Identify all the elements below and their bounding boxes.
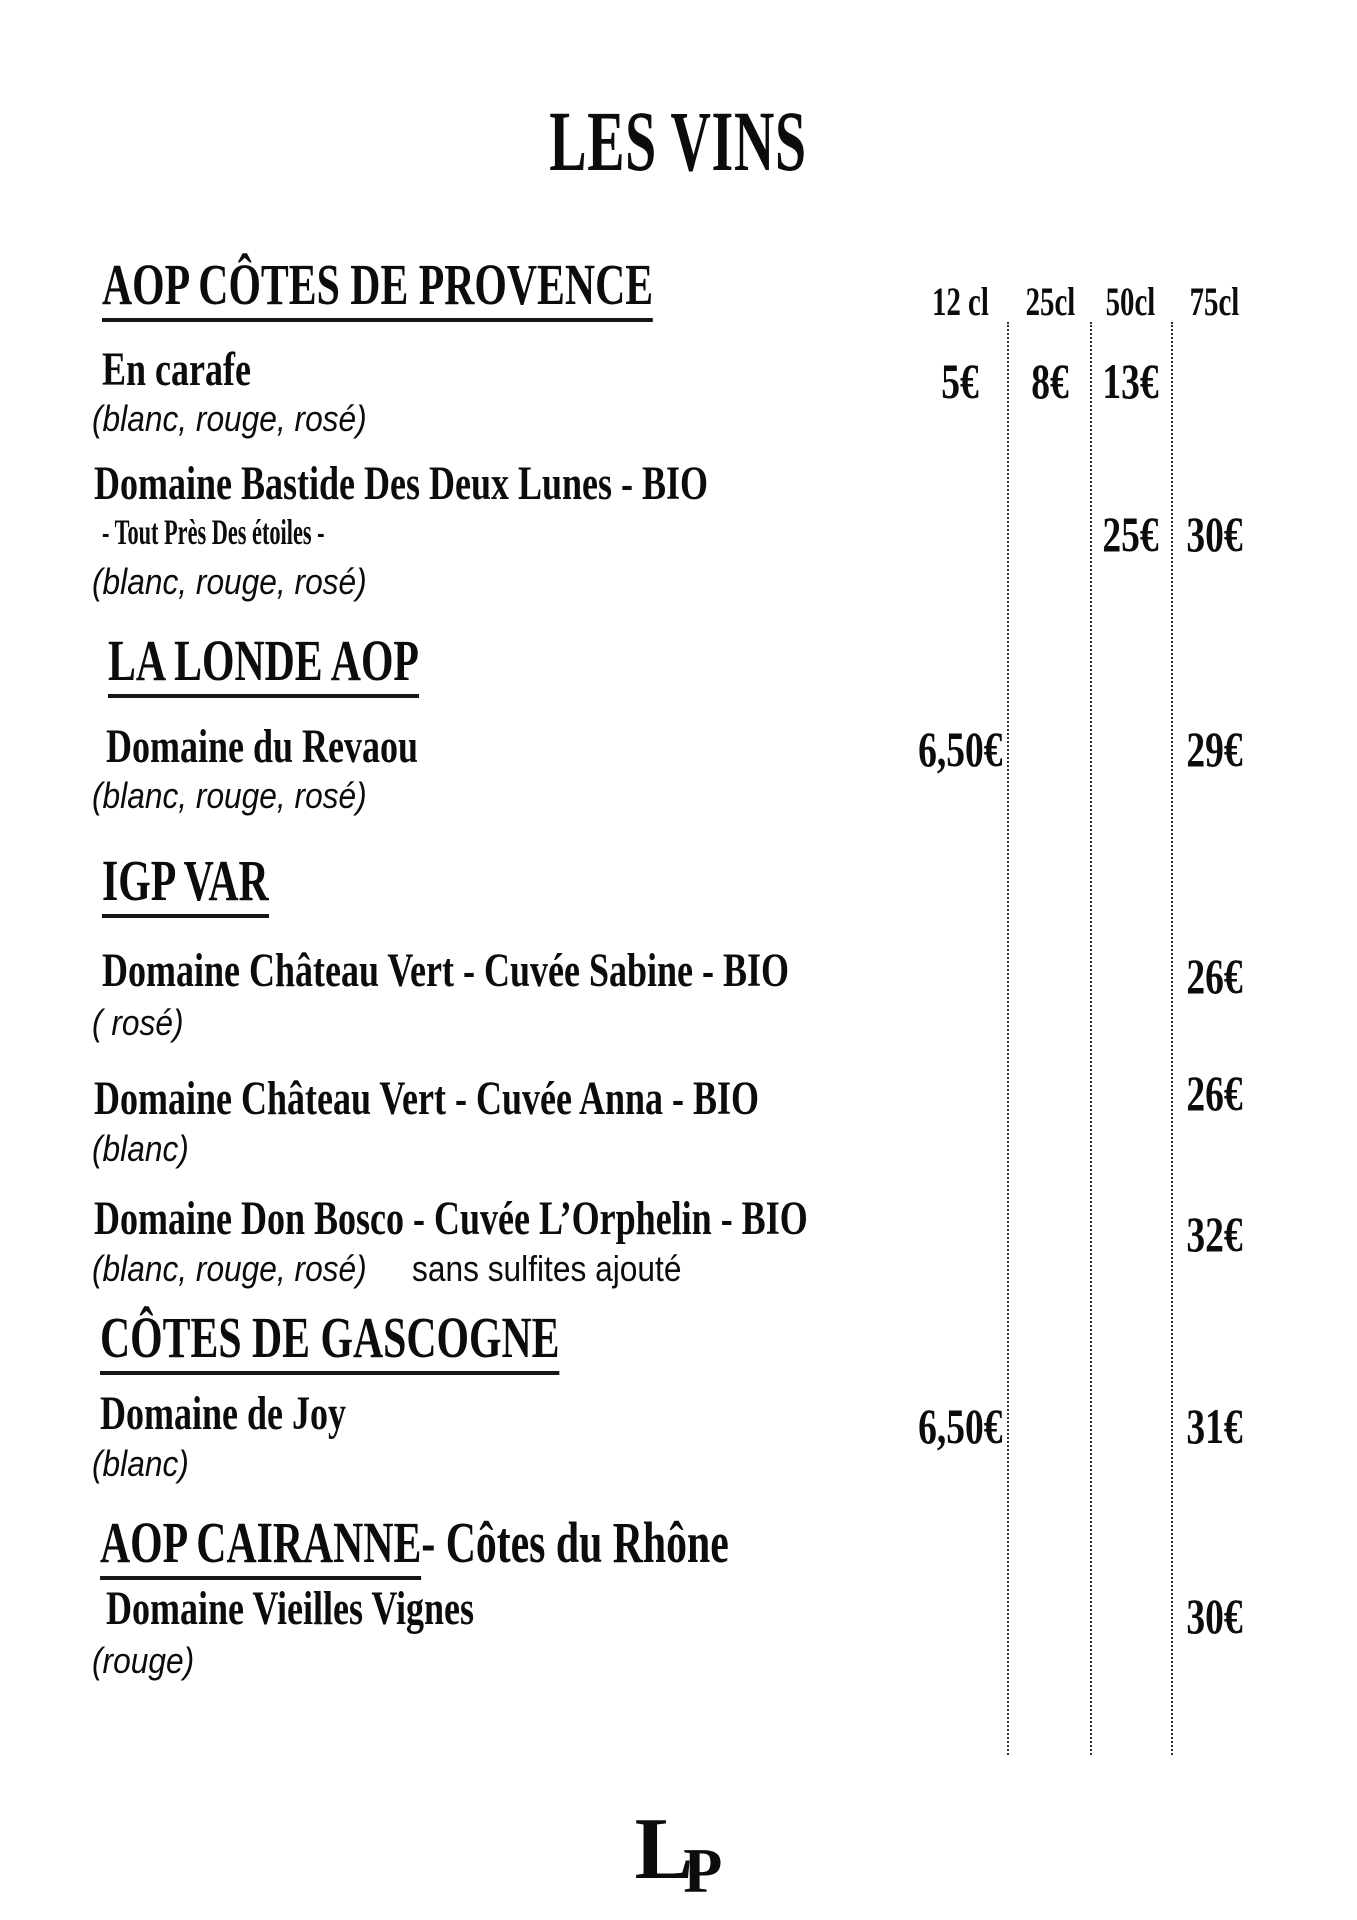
wine-note-sans-sulfites: sans sulfites ajouté — [412, 1248, 682, 1289]
dotted-separator-1 — [1007, 322, 1009, 1755]
wine-name-vieilles-vignes: Domaine Vieilles Vignes — [106, 1582, 475, 1635]
brand-logo-letter-l: L — [634, 1801, 694, 1898]
column-header-50cl: 50cl — [1105, 279, 1155, 324]
wine-variants-don-bosco: (blanc, rouge, rosé) sans sulfites ajouté — [92, 1248, 682, 1289]
wine-name-en-carafe: En carafe — [102, 343, 251, 396]
price-bastide-50cl: 25€ — [1101, 506, 1159, 562]
price-de-joy-12cl: 6,50€ — [917, 1398, 1003, 1454]
brand-logo — [0, 1801, 1357, 1906]
price-sabine-75cl: 26€ — [1185, 948, 1243, 1004]
wine-variants-de-joy: (blanc) — [92, 1443, 189, 1484]
column-header-25cl: 25cl — [1025, 279, 1075, 324]
page-title-text: LES VINS — [549, 93, 808, 189]
wine-name-de-joy: Domaine de Joy — [100, 1387, 346, 1440]
section-heading-cairanne-suffix: - Côtes du Rhône — [421, 1510, 729, 1575]
wine-subtitle-bastide-deux-lunes: - Tout Près Des étoiles - — [102, 512, 325, 552]
price-de-joy-75cl: 31€ — [1185, 1398, 1243, 1454]
price-don-bosco-75cl: 32€ — [1185, 1206, 1243, 1262]
price-en-carafe-50cl: 13€ — [1101, 353, 1159, 409]
column-header-12cl: 12 cl — [931, 279, 989, 324]
section-heading-cairanne: AOP CAIRANNE- Côtes du Rhône — [100, 1514, 973, 1580]
price-bastide-75cl: 30€ — [1185, 506, 1243, 562]
price-revaou-12cl: 6,50€ — [917, 721, 1003, 777]
price-en-carafe-25cl: 8€ — [1031, 353, 1069, 409]
column-header-75cl: 75cl — [1189, 279, 1239, 324]
section-heading-la-londe: LA LONDE AOP — [108, 632, 540, 698]
wine-variants-chateau-vert-anna: (blanc) — [92, 1128, 189, 1169]
price-vieilles-vignes-75cl: 30€ — [1185, 1588, 1243, 1644]
price-en-carafe-12cl: 5€ — [941, 353, 979, 409]
section-heading-gascogne: CÔTES DE GASCOGNE — [100, 1309, 738, 1375]
wine-variants-vieilles-vignes: (rouge) — [92, 1640, 195, 1681]
wine-name-chateau-vert-anna: Domaine Château Vert - Cuvée Anna - BIO — [94, 1072, 760, 1125]
wine-name-bastide-deux-lunes: Domaine Bastide Des Deux Lunes - BIO — [94, 457, 709, 510]
section-heading-cotes-de-provence: AOP CÔTES DE PROVENCE — [102, 256, 867, 322]
brand-logo-letter-p: P — [683, 1835, 723, 1906]
wine-name-chateau-vert-sabine: Domaine Château Vert - Cuvée Sabine - BIO — [102, 944, 790, 997]
page-title — [0, 93, 1357, 189]
wine-variants-bastide-deux-lunes: (blanc, rouge, rosé) — [92, 561, 367, 602]
price-revaou-75cl: 29€ — [1185, 721, 1243, 777]
wine-variants-chateau-vert-sabine: ( rosé) — [92, 1002, 184, 1043]
wine-variants-revaou: (blanc, rouge, rosé) — [92, 775, 367, 816]
price-anna-75cl: 26€ — [1185, 1065, 1243, 1121]
wine-variants-en-carafe: (blanc, rouge, rosé) — [92, 398, 367, 439]
wine-name-don-bosco-orphelin: Domaine Don Bosco - Cuvée L’Orphelin - BIO — [94, 1192, 808, 1245]
wine-name-revaou: Domaine du Revaou — [106, 720, 419, 773]
section-heading-igp-var: IGP VAR — [102, 852, 334, 918]
